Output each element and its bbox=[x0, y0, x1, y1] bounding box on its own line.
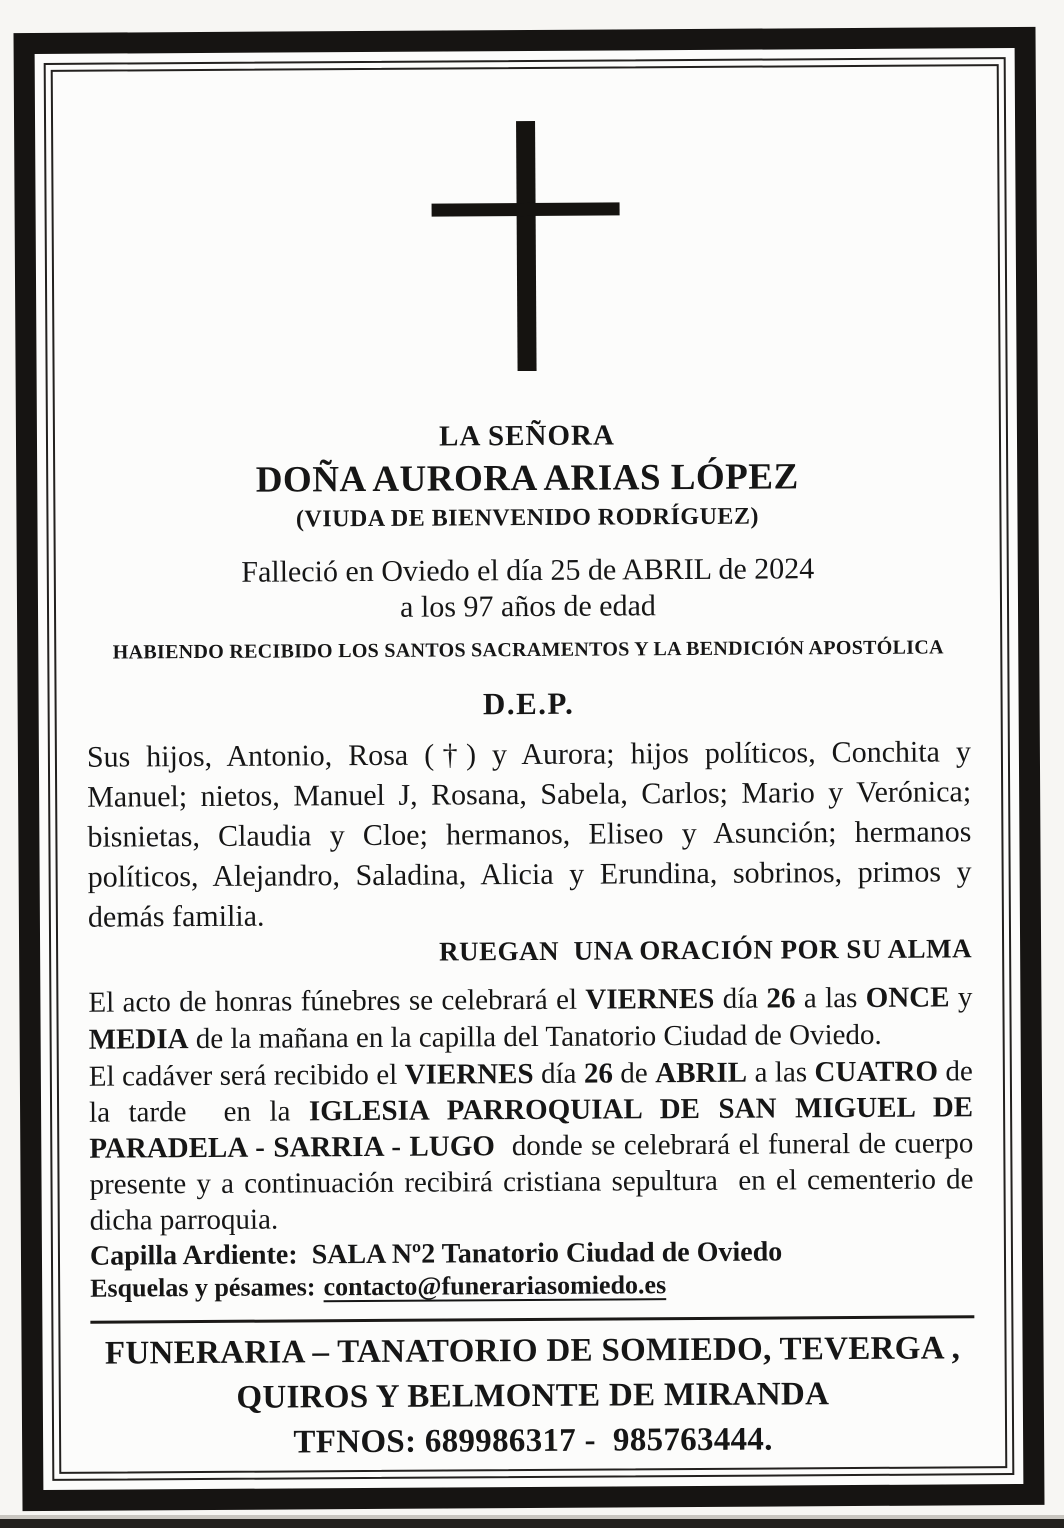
inner-thin-frame bbox=[51, 64, 1008, 1474]
burning-chapel-line bbox=[90, 1235, 974, 1272]
text-segment: de la tarde en la bbox=[88, 1055, 973, 1129]
text-segment: a las bbox=[746, 1056, 815, 1089]
condolences-line bbox=[90, 1267, 974, 1304]
cross-vertical-bar bbox=[516, 121, 537, 371]
deceased-name: DOÑA AURORA ARIAS LÓPEZ bbox=[255, 456, 799, 501]
burning-chapel-label: Capilla Ardiente: bbox=[89, 1239, 298, 1272]
funeral-home-name-line1: FUNERARIA – TANATORIO DE SOMIEDO, TEVERGA , bbox=[104, 1330, 961, 1372]
condolences-label: Esquelas y pésames: bbox=[90, 1272, 316, 1303]
cross-horizontal-bar bbox=[432, 202, 620, 216]
funeral-honors-paragraph bbox=[88, 979, 972, 1058]
text-segment: El cadáver será recibido el bbox=[88, 1058, 405, 1093]
family-paragraph: Sus hijos, Antonio, Rosa (†) y Aurora; hijos políticos, Conchita y Manuel; nietos, Manuel J, Rosana, Sabela, Carlos; Mario y Verónica; bisnietas, Claudia y Cloe; hermanos, Eliseo y Asunción; hermanos políticos, Alejandro, Saladina, Alicia y Erundina, sobrinos, primos y demás familia. bbox=[86, 735, 972, 934]
cross-icon bbox=[431, 120, 621, 371]
condolences-email: contacto@funerariasomiedo.es bbox=[323, 1270, 667, 1302]
text-segment: El acto de honras fúnebres se celebrará el bbox=[88, 983, 586, 1019]
sacraments-line: HABIENDO RECIBIDO LOS SANTOS SACRAMENTOS Y LA BENDICIÓN APOSTÓLICA bbox=[112, 636, 944, 664]
widow-of-line: (VIUDA DE BIENVENIDO RODRÍGUEZ) bbox=[295, 503, 759, 533]
photo-bottom-edge bbox=[0, 1519, 1064, 1528]
bold-text-segment: 26 bbox=[766, 982, 796, 1015]
text-segment: de la mañana en la capilla del Tanatorio Ciudad de Oviedo. bbox=[188, 1018, 882, 1056]
bold-text-segment: VIERNES bbox=[404, 1057, 534, 1091]
text-segment: donde se celebrará el funeral de cuerpo presente y a continuación recibirá cristiana sepultura en el cementerio de dicha parroquia. bbox=[89, 1127, 974, 1237]
bold-text-segment: ONCE bbox=[865, 981, 950, 1014]
bold-text-segment: VIERNES bbox=[585, 982, 715, 1016]
bold-text-segment: IGLESIA PARROQUIAL DE SAN MIGUEL DE PARADELA - SARRIA - LUGO bbox=[89, 1091, 974, 1165]
text-segment: a las bbox=[795, 981, 866, 1015]
text-segment: y bbox=[949, 981, 973, 1014]
funeral-home-name-line2: QUIROS Y BELMONTE DE MIRANDA bbox=[236, 1376, 830, 1416]
text-segment: de bbox=[612, 1057, 656, 1090]
rip-abbreviation: D.E.P. bbox=[482, 685, 575, 722]
bold-text-segment: CUATRO bbox=[814, 1055, 939, 1089]
prayer-request-line: RUEGAN UNA ORACIÓN POR SU ALMA bbox=[438, 933, 973, 967]
bold-text-segment: ABRIL bbox=[655, 1056, 748, 1090]
footer-separator-line bbox=[90, 1315, 974, 1323]
body-reception-paragraph bbox=[89, 1053, 974, 1238]
salutation: LA SEÑORA bbox=[438, 419, 615, 453]
age-line: a los 97 años de edad bbox=[400, 589, 656, 624]
text-segment: día bbox=[533, 1057, 585, 1090]
text-segment: día bbox=[714, 982, 767, 1015]
outer-thin-frame bbox=[44, 57, 1015, 1481]
funeral-home-phones: TFNOS: 689986317 - 985763444. bbox=[293, 1421, 773, 1461]
death-date-line: Falleció en Oviedo el día 25 de ABRIL de 2024 bbox=[241, 552, 815, 589]
bold-text-segment: MEDIA bbox=[88, 1023, 189, 1056]
burning-chapel-value: SALA Nº2 Tanatorio Ciudad de Oviedo bbox=[311, 1236, 783, 1271]
bold-text-segment: 26 bbox=[583, 1057, 614, 1090]
funeral-home-footer bbox=[90, 1326, 975, 1466]
esquela-card bbox=[13, 27, 1044, 1511]
